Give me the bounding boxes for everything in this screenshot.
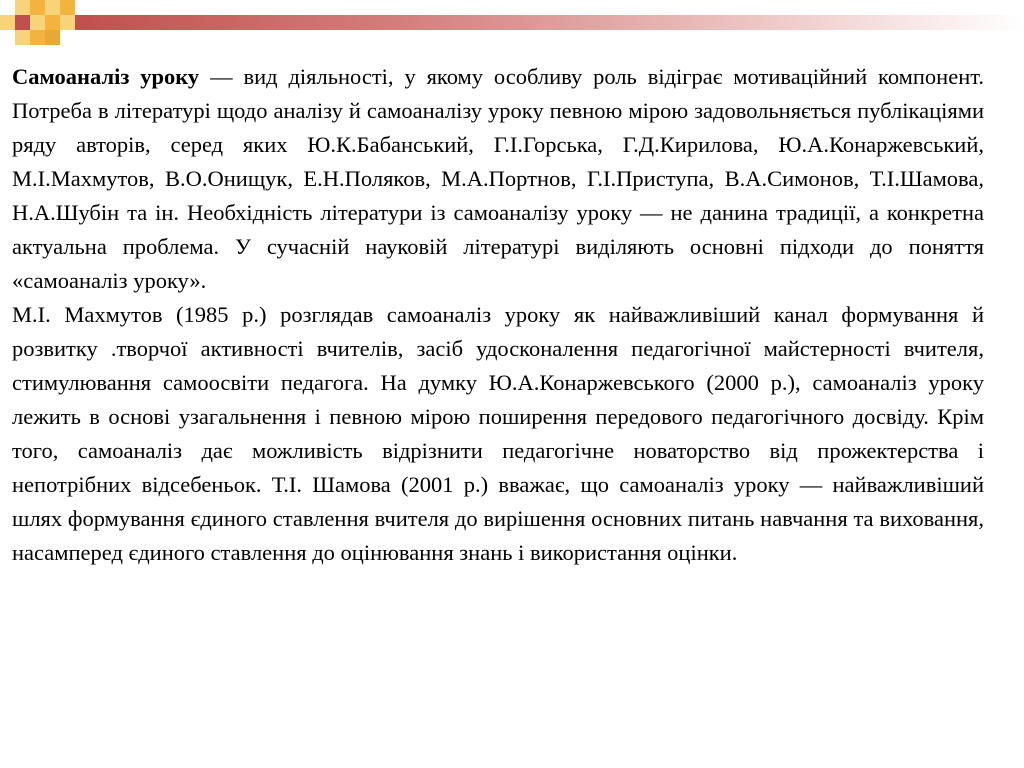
checker-square — [45, 30, 60, 45]
checker-square — [15, 15, 30, 30]
paragraph-1-text: — вид діяльності, у якому особливу роль відіграє мотиваційний компонент. Потреба в літературі щодо аналізу й самоаналізу уроку певною мірою задовольняється публікаціями ряду авторів, серед яких Ю.К.Бабанський, Г.І.Горська, Г.Д.Кирилова, Ю.А.Конаржевський, М.І.Махмутов, В.О.Онищук, Е.Н.Поляков, М.А.Портнов, Г.І.Приступа, В.А.Симонов, Т.І.Шамова, Н.А.Шубін та ін. Необхідність літератури із самоаналізу уроку — не данина традиції, а конкретна актуальна проблема. У сучасній науковій літературі виділяють основні підходи до поняття «самоаналіз уроку». — [12, 64, 985, 293]
checker-square — [30, 15, 45, 30]
checker-square — [0, 15, 15, 30]
checker-square — [15, 0, 30, 15]
checker-square — [45, 0, 60, 15]
body-text — [12, 60, 984, 570]
checker-square — [30, 0, 45, 15]
checker-square — [45, 15, 60, 30]
title-gradient-bar — [75, 15, 1024, 30]
checker-square — [30, 30, 45, 45]
checker-square — [60, 15, 75, 30]
paragraph-2-text: М.І. Махмутов (1985 р.) розглядав самоаналіз уроку як найважливіший канал формування й розвитку .творчої активності вчителів, засіб удосконалення педагогічної майстерності вчителя, стимулювання самоосвіти педагога. На думку Ю.А.Конаржевського (2000 р.), самоаналіз уроку лежить в основі узагальнення і певною мірою поширення передового педагогічного досвіду. Крім того, самоаналіз дає можливість відрізнити педагогічне новаторство від прожектерства і непотрібних відсебеньок. Т.І. Шамова (2001 р.) вважає, що самоаналіз уроку — найважливіший шлях формування єдиного ставлення вчителя до вирішення основних питань навчання та виховання, насамперед єдиного ставлення до оцінювання знань і використання оцінки. — [12, 302, 984, 565]
checker-square — [15, 30, 30, 45]
paragraph-2 — [12, 298, 984, 570]
paragraph-1 — [12, 60, 984, 298]
term-heading: Самоаналіз уроку — [12, 64, 200, 89]
checker-square — [60, 0, 75, 15]
